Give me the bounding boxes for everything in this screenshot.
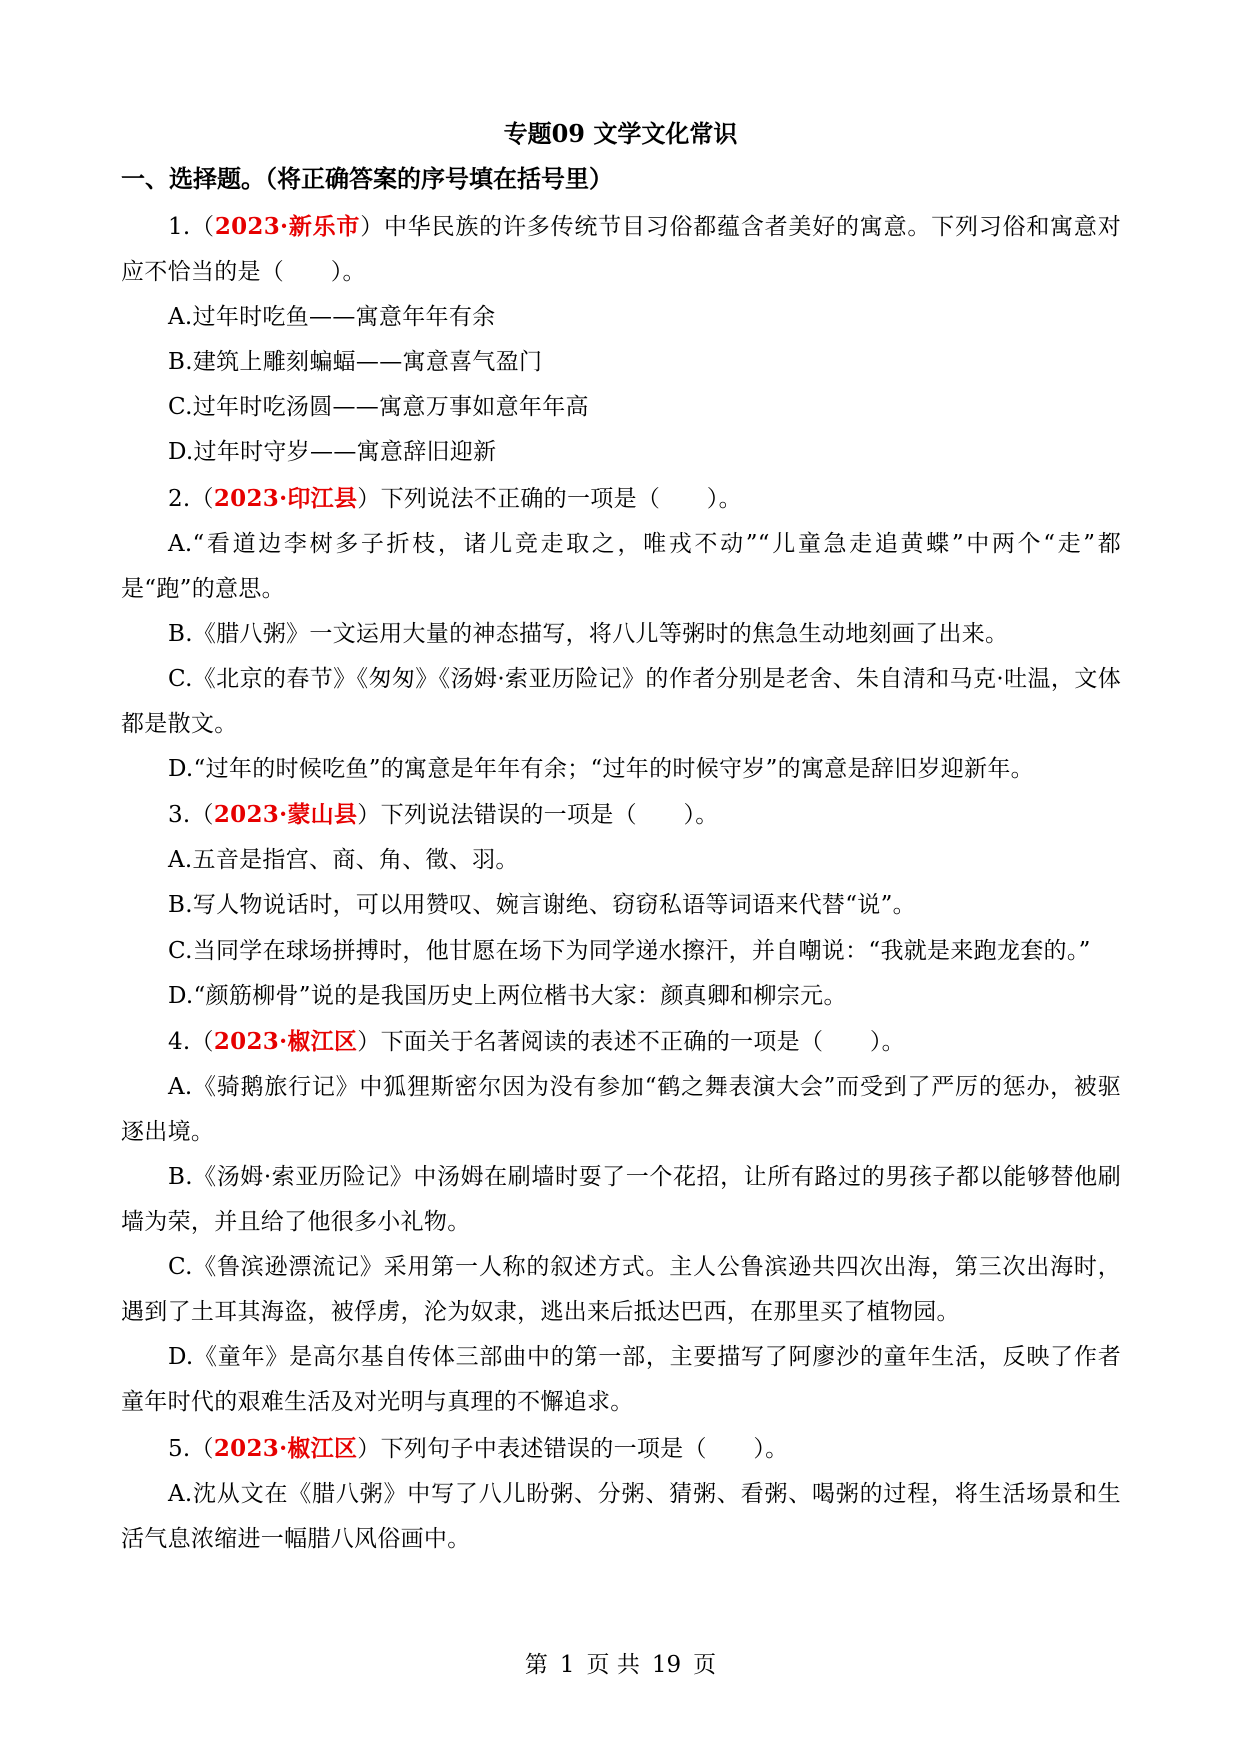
document-title: 专题09 文学文化常识 bbox=[503, 119, 738, 148]
question-4-option-a: A.《骑鹅旅行记》中狐狸斯密尔因为没有参加“鹤之舞表演大会”而受到了严厉的惩办，被驱逐出境。 bbox=[121, 1073, 1121, 1145]
question-2-option-a: A.“看道边李树多子折枝，诸儿竞走取之，唯戎不动”“儿童急走追黄蝶”中两个“走”都是“跑”的意思。 bbox=[121, 530, 1121, 602]
section-heading: 一、选择题。（将正确答案的序号填在括号里） bbox=[121, 164, 613, 193]
question-number: 2.（ bbox=[168, 485, 214, 512]
question-source: 2023·椒江区 bbox=[213, 1434, 358, 1462]
question-2-option-d: D.“过年的时候吃鱼”的寓意是年年有余；“过年的时候守岁”的寓意是辞旧岁迎新年。 bbox=[168, 756, 1034, 783]
question-3-option-d: D.“颜筋柳骨”说的是我国历史上两位楷书大家：颜真卿和柳宗元。 bbox=[168, 982, 847, 1009]
question-2-stem bbox=[121, 476, 1121, 522]
footer-suffix: 页 bbox=[693, 1652, 717, 1678]
question-5-stem bbox=[121, 1426, 1121, 1472]
question-source: 2023·印江县 bbox=[213, 484, 358, 512]
question-1-stem bbox=[121, 204, 1121, 295]
question-4-option-c: C.《鲁滨逊漂流记》采用第一人称的叙述方式。主人公鲁滨逊共四次出海，第三次出海时，遇到了土耳其海盗，被俘虏，沦为奴隶，逃出来后抵达巴西，在那里买了植物园。 bbox=[121, 1254, 1121, 1326]
question-3-option-c: C.当同学在球场拼搏时，他甘愿在场下为同学递水擦汗，并自嘲说：“我就是来跑龙套的。” bbox=[168, 937, 1091, 964]
question-text: ）下面关于名著阅读的表述不正确的一项是（ ）。 bbox=[357, 1028, 905, 1055]
question-3-option-b: B.写人物说话时，可以用赞叹、婉言谢绝、窃窃私语等词语来代替“说”。 bbox=[168, 892, 916, 919]
question-1-option-a: A.过年时吃鱼——寓意年年有余 bbox=[168, 304, 496, 331]
question-3-option-a: A.五音是指宫、商、角、徵、羽。 bbox=[168, 847, 519, 874]
footer-prefix: 第 bbox=[524, 1652, 548, 1678]
total-page-count: 19 bbox=[651, 1652, 682, 1678]
question-source: 2023·蒙山县 bbox=[213, 801, 358, 829]
question-text: ）下列说法错误的一项是（ ）。 bbox=[357, 802, 719, 829]
question-4-option-d: D.《童年》是高尔基自传体三部曲中的第一部，主要描写了阿廖沙的童年生活，反映了作者童年时代的艰难生活及对光明与真理的不懈追求。 bbox=[121, 1344, 1121, 1416]
question-4-stem bbox=[121, 1019, 1121, 1065]
question-1-option-c: C.过年时吃汤圆——寓意万事如意年年高 bbox=[168, 394, 589, 421]
question-2-option-b: B.《腊八粥》一文运用大量的神态描写，将八儿等粥时的焦急生动地刻画了出来。 bbox=[168, 620, 1009, 647]
current-page-number: 1 bbox=[559, 1652, 575, 1678]
question-number: 1.（ bbox=[168, 214, 215, 240]
question-text: ）中华民族的许多传统节目习俗都蕴含者美好的寓意。下列习俗和寓意对应不恰当的是（ ）。 bbox=[121, 214, 1121, 286]
question-5-option-a: A.沈从文在《腊八粥》中写了八儿盼粥、分粥、猜粥、看粥、喝粥的过程，将生活场景和生活气息浓缩进一幅腊八风俗画中。 bbox=[121, 1480, 1121, 1552]
question-1-option-d: D.过年时守岁——寓意辞旧迎新 bbox=[168, 439, 497, 466]
question-number: 5.（ bbox=[168, 1435, 214, 1462]
question-text: ）下列句子中表述错误的一项是（ ）。 bbox=[357, 1435, 789, 1462]
question-text: ）下列说法不正确的一项是（ ）。 bbox=[357, 485, 742, 512]
page-footer bbox=[0, 1650, 1241, 1680]
question-number: 4.（ bbox=[168, 1028, 214, 1055]
question-2-option-c: C.《北京的春节》《匆匆》《汤姆·索亚历险记》的作者分别是老舍、朱自清和马克·吐温，文体都是散文。 bbox=[121, 665, 1121, 738]
question-number: 3.（ bbox=[168, 802, 214, 829]
question-source: 2023·新乐市 bbox=[214, 213, 361, 240]
footer-middle: 页 共 bbox=[586, 1652, 640, 1678]
question-3-stem bbox=[121, 792, 1121, 838]
questions-list bbox=[121, 204, 1121, 1562]
question-source: 2023·椒江区 bbox=[213, 1027, 358, 1055]
question-4-option-b: B.《汤姆·索亚历险记》中汤姆在刷墙时耍了一个花招，让所有路过的男孩子都以能够替他刷墙为荣，并且给了他很多小礼物。 bbox=[121, 1163, 1121, 1236]
question-1-option-b: B.建筑上雕刻蝙蝠——寓意喜气盈门 bbox=[168, 349, 543, 376]
